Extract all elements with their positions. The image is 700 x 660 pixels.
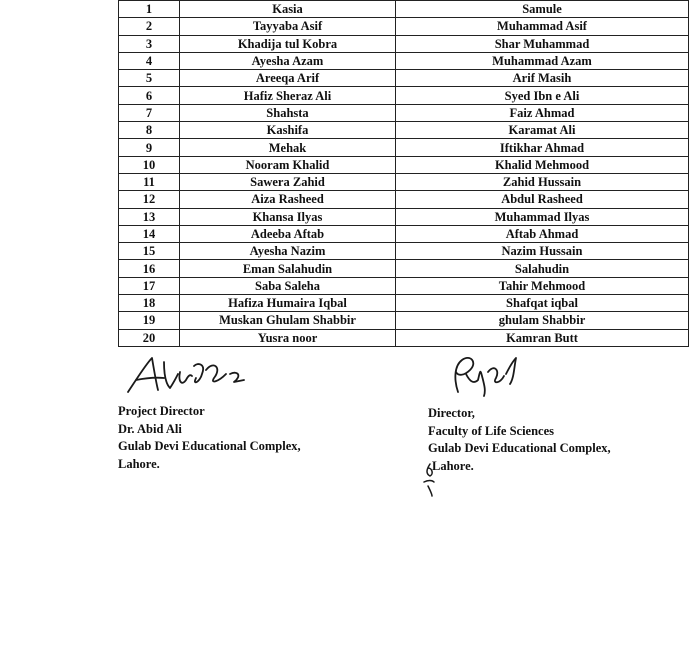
student-name-cell: Shahsta <box>180 104 396 121</box>
serial-number-cell: 9 <box>119 139 180 156</box>
father-name-cell: ghulam Shabbir <box>396 312 689 329</box>
table-row <box>119 70 689 87</box>
student-name-cell: Saba Saleha <box>180 277 396 294</box>
serial-number-cell: 6 <box>119 87 180 104</box>
project-director-name: Dr. Abid Ali <box>118 421 182 436</box>
father-name-cell: Samule <box>396 1 689 18</box>
father-name-cell: Syed Ibn e Ali <box>396 87 689 104</box>
project-director-block <box>118 403 301 473</box>
table-row <box>119 312 689 329</box>
student-name-cell: Aiza Rasheed <box>180 191 396 208</box>
table-row <box>119 208 689 225</box>
father-name-cell: Iftikhar Ahmad <box>396 139 689 156</box>
father-name-cell: Kamran Butt <box>396 329 689 346</box>
student-name-cell: Hafiz Sheraz Ali <box>180 87 396 104</box>
table-row <box>119 225 689 242</box>
student-name-cell: Adeeba Aftab <box>180 225 396 242</box>
project-director-city: Lahore. <box>118 456 160 471</box>
table-row <box>119 52 689 69</box>
table-row <box>119 1 689 18</box>
serial-number-cell: 2 <box>119 18 180 35</box>
table-row <box>119 35 689 52</box>
project-director-signature <box>118 352 258 402</box>
serial-number-cell: 10 <box>119 156 180 173</box>
father-name-cell: Muhammad Asif <box>396 18 689 35</box>
student-name-cell: Kashifa <box>180 122 396 139</box>
father-name-cell: Khalid Mehmood <box>396 156 689 173</box>
serial-number-cell: 18 <box>119 295 180 312</box>
table-row <box>119 243 689 260</box>
table-row <box>119 104 689 121</box>
serial-number-cell: 13 <box>119 208 180 225</box>
serial-number-cell: 17 <box>119 277 180 294</box>
student-name-cell: Eman Salahudin <box>180 260 396 277</box>
serial-number-cell: 8 <box>119 122 180 139</box>
student-name-cell: Khadija tul Kobra <box>180 35 396 52</box>
project-director-org: Gulab Devi Educational Complex, <box>118 439 301 453</box>
student-name-cell: Khansa Ilyas <box>180 208 396 225</box>
director-org: Gulab Devi Educational Complex, <box>428 441 611 455</box>
director-dept: Faculty of Life Sciences <box>428 423 555 438</box>
director-title: Director, <box>428 406 475 420</box>
serial-number-cell: 1 <box>119 1 180 18</box>
director-signature <box>444 350 534 400</box>
student-name-cell: Mehak <box>180 139 396 156</box>
student-name-cell: Areeqa Arif <box>180 70 396 87</box>
serial-number-cell: 19 <box>119 312 180 329</box>
table-row <box>119 260 689 277</box>
student-table-body <box>119 1 689 347</box>
student-name-cell: Tayyaba Asif <box>180 18 396 35</box>
table-row <box>119 139 689 156</box>
father-name-cell: Shar Muhammad <box>396 35 689 52</box>
student-name-cell: Nooram Khalid <box>180 156 396 173</box>
father-name-cell: Muhammad Ilyas <box>396 208 689 225</box>
father-name-cell: Nazim Hussain <box>396 243 689 260</box>
father-name-cell: Muhammad Azam <box>396 52 689 69</box>
table-row <box>119 191 689 208</box>
table-row <box>119 87 689 104</box>
father-name-cell: Shafqat iqbal <box>396 295 689 312</box>
table-row <box>119 122 689 139</box>
serial-number-cell: 16 <box>119 260 180 277</box>
serial-number-cell: 4 <box>119 52 180 69</box>
table-row <box>119 329 689 346</box>
table-row <box>119 18 689 35</box>
serial-number-cell: 5 <box>119 70 180 87</box>
father-name-cell: Abdul Rasheed <box>396 191 689 208</box>
father-name-cell: Zahid Hussain <box>396 173 689 190</box>
serial-number-cell: 7 <box>119 104 180 121</box>
serial-number-cell: 20 <box>119 329 180 346</box>
student-name-cell: Muskan Ghulam Shabbir <box>180 312 396 329</box>
student-name-cell: Kasia <box>180 1 396 18</box>
director-block <box>428 405 611 475</box>
serial-number-cell: 3 <box>119 35 180 52</box>
serial-number-cell: 11 <box>119 173 180 190</box>
serial-number-cell: 14 <box>119 225 180 242</box>
father-name-cell: Salahudin <box>396 260 689 277</box>
student-name-cell: Hafiza Humaira Iqbal <box>180 295 396 312</box>
father-name-cell: Arif Masih <box>396 70 689 87</box>
student-name-cell: Ayesha Nazim <box>180 243 396 260</box>
table-row <box>119 156 689 173</box>
father-name-cell: Aftab Ahmad <box>396 225 689 242</box>
student-name-cell: Ayesha Azam <box>180 52 396 69</box>
serial-number-cell: 12 <box>119 191 180 208</box>
student-name-cell: Yusra noor <box>180 329 396 346</box>
table-row <box>119 295 689 312</box>
student-table <box>118 0 689 347</box>
director-city: Lahore. <box>432 458 474 473</box>
student-name-cell: Sawera Zahid <box>180 173 396 190</box>
project-director-title: Project Director <box>118 404 205 418</box>
father-name-cell: Faiz Ahmad <box>396 104 689 121</box>
serial-number-cell: 15 <box>119 243 180 260</box>
father-name-cell: Tahir Mehmood <box>396 277 689 294</box>
table-row <box>119 277 689 294</box>
father-name-cell: Karamat Ali <box>396 122 689 139</box>
table-row <box>119 173 689 190</box>
